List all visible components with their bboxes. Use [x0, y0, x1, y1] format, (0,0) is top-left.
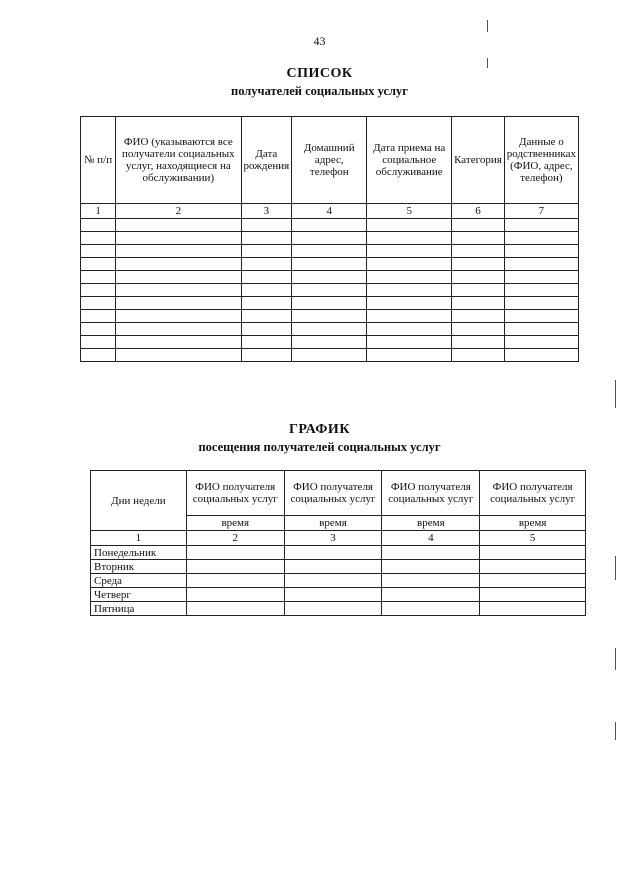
table-cell[interactable]: [241, 245, 292, 258]
column-header: Данные о родственниках (ФИО, адрес, телефон): [504, 117, 578, 204]
column-header: Дата приема на социальное обслуживание: [367, 117, 452, 204]
table-cell[interactable]: [452, 349, 505, 362]
recipient-header: ФИО получателя социальных услуг: [284, 471, 382, 516]
table-cell[interactable]: [292, 219, 367, 232]
table-cell[interactable]: [504, 219, 578, 232]
table-cell[interactable]: [504, 258, 578, 271]
table-cell[interactable]: [241, 323, 292, 336]
table-cell[interactable]: [241, 297, 292, 310]
recipients-list-table: [80, 116, 579, 362]
table-cell[interactable]: [452, 219, 505, 232]
table-row: [81, 232, 579, 245]
column-number: 5: [367, 204, 452, 219]
table-cell[interactable]: [116, 219, 241, 232]
column-number: 5: [480, 531, 586, 546]
table-cell[interactable]: [367, 297, 452, 310]
table-cell[interactable]: [186, 560, 284, 574]
table-cell[interactable]: [504, 271, 578, 284]
column-number: 4: [382, 531, 480, 546]
table-cell[interactable]: [452, 310, 505, 323]
list-subtitle: получателей социальных услуг: [231, 84, 408, 98]
table-cell[interactable]: [241, 258, 292, 271]
column-number: 6: [452, 204, 505, 219]
table-cell[interactable]: [382, 546, 480, 560]
table-cell[interactable]: [367, 258, 452, 271]
table-cell[interactable]: [284, 560, 382, 574]
column-header: Категория: [452, 117, 505, 204]
table-cell[interactable]: [81, 271, 116, 284]
table-cell[interactable]: [81, 323, 116, 336]
margin-mark: [615, 722, 616, 740]
table-row: [81, 284, 579, 297]
table-cell[interactable]: [116, 310, 241, 323]
table-cell[interactable]: [284, 546, 382, 560]
table-cell[interactable]: [382, 560, 480, 574]
table-cell[interactable]: [504, 245, 578, 258]
table-cell[interactable]: [116, 245, 241, 258]
column-number: 2: [116, 204, 241, 219]
table-cell[interactable]: [186, 574, 284, 588]
table-header-row: [91, 471, 586, 516]
schedule-subtitle: посещения получателей социальных услуг: [198, 440, 441, 454]
table-row: [81, 349, 579, 362]
empty-rows: [81, 219, 579, 362]
table-row: [81, 297, 579, 310]
table-row: [91, 546, 586, 560]
table-cell[interactable]: [186, 588, 284, 602]
table-cell[interactable]: [452, 232, 505, 245]
table-cell[interactable]: [81, 310, 116, 323]
column-number: 1: [81, 204, 116, 219]
column-header: ФИО (указываются все получатели социальных услуг, находящиеся на обслуживании): [116, 117, 241, 204]
margin-mark: [487, 58, 488, 68]
table-cell[interactable]: [292, 284, 367, 297]
column-header: Домашний адрес, телефон: [292, 117, 367, 204]
table-cell[interactable]: [186, 602, 284, 616]
table-cell[interactable]: [480, 546, 586, 560]
table-cell[interactable]: [241, 336, 292, 349]
table-cell[interactable]: [452, 258, 505, 271]
schedule-title: ГРАФИК: [289, 422, 350, 437]
table-cell[interactable]: [367, 349, 452, 362]
table-cell[interactable]: [292, 349, 367, 362]
day-label: Понедельник: [91, 546, 187, 560]
time-header: время: [480, 516, 586, 531]
table-cell[interactable]: [284, 574, 382, 588]
table-cell[interactable]: [452, 284, 505, 297]
table-cell[interactable]: [241, 349, 292, 362]
table-cell[interactable]: [382, 588, 480, 602]
margin-mark: [615, 380, 616, 408]
day-label: Среда: [91, 574, 187, 588]
time-header: время: [186, 516, 284, 531]
recipient-header: ФИО получателя социальных услуг: [186, 471, 284, 516]
table-header-row: [81, 117, 579, 204]
table-cell[interactable]: [241, 219, 292, 232]
table-cell[interactable]: [504, 323, 578, 336]
table-cell[interactable]: [382, 574, 480, 588]
table-cell[interactable]: [367, 336, 452, 349]
table-cell[interactable]: [504, 297, 578, 310]
table-cell[interactable]: [367, 323, 452, 336]
table-cell[interactable]: [292, 323, 367, 336]
table-cell[interactable]: [292, 245, 367, 258]
table-cell[interactable]: [241, 232, 292, 245]
column-number-row: [81, 204, 579, 219]
table-cell[interactable]: [504, 349, 578, 362]
column-number: 1: [91, 531, 187, 546]
column-number: 4: [292, 204, 367, 219]
table-row: [81, 245, 579, 258]
table-cell[interactable]: [292, 297, 367, 310]
table-cell[interactable]: [241, 284, 292, 297]
table-cell[interactable]: [81, 297, 116, 310]
day-label: Вторник: [91, 560, 187, 574]
table-row: [91, 602, 586, 616]
table-cell[interactable]: [292, 271, 367, 284]
table-cell[interactable]: [241, 310, 292, 323]
table-row: [91, 574, 586, 588]
table-cell[interactable]: [116, 297, 241, 310]
column-number: 2: [186, 531, 284, 546]
table-cell[interactable]: [367, 310, 452, 323]
table-cell[interactable]: [452, 323, 505, 336]
table-cell[interactable]: [452, 336, 505, 349]
margin-mark: [615, 556, 616, 580]
margin-mark: [615, 648, 616, 670]
table-cell[interactable]: [292, 258, 367, 271]
time-header: время: [284, 516, 382, 531]
table-cell[interactable]: [367, 232, 452, 245]
table-row: [81, 310, 579, 323]
recipient-header: ФИО получателя социальных услуг: [382, 471, 480, 516]
table-cell[interactable]: [81, 336, 116, 349]
table-cell[interactable]: [186, 546, 284, 560]
column-number: 7: [504, 204, 578, 219]
list-title: СПИСОК: [286, 66, 353, 81]
table-cell[interactable]: [116, 232, 241, 245]
table-cell[interactable]: [116, 349, 241, 362]
column-header: Дата рождения: [241, 117, 292, 204]
table-cell[interactable]: [116, 284, 241, 297]
table-cell[interactable]: [116, 271, 241, 284]
table-cell[interactable]: [81, 232, 116, 245]
table-cell[interactable]: [452, 271, 505, 284]
table-cell[interactable]: [81, 219, 116, 232]
day-label: Четверг: [91, 588, 187, 602]
margin-mark: [487, 20, 488, 32]
table-cell[interactable]: [81, 258, 116, 271]
recipient-header: ФИО получателя социальных услуг: [480, 471, 586, 516]
table-row: [81, 271, 579, 284]
table-cell[interactable]: [504, 336, 578, 349]
table-row: [91, 588, 586, 602]
column-number: 3: [241, 204, 292, 219]
table-cell[interactable]: [382, 602, 480, 616]
table-cell[interactable]: [367, 271, 452, 284]
days-header: Дни недели: [91, 471, 187, 531]
table-cell[interactable]: [292, 336, 367, 349]
column-header: № п/п: [81, 117, 116, 204]
time-header: время: [382, 516, 480, 531]
page-number: 43: [313, 34, 326, 48]
table-cell[interactable]: [504, 232, 578, 245]
day-label: Пятница: [91, 602, 187, 616]
table-cell[interactable]: [292, 232, 367, 245]
table-row: [91, 560, 586, 574]
table-cell[interactable]: [284, 602, 382, 616]
column-number-row: [91, 531, 586, 546]
table-cell[interactable]: [241, 271, 292, 284]
table-cell[interactable]: [367, 245, 452, 258]
table-cell[interactable]: [480, 602, 586, 616]
table-row: [81, 323, 579, 336]
table-cell[interactable]: [81, 245, 116, 258]
table-cell[interactable]: [452, 245, 505, 258]
table-cell[interactable]: [504, 310, 578, 323]
table-cell[interactable]: [367, 284, 452, 297]
visit-schedule-table: [90, 470, 586, 616]
table-cell[interactable]: [504, 284, 578, 297]
table-cell[interactable]: [116, 336, 241, 349]
table-cell[interactable]: [116, 323, 241, 336]
table-cell[interactable]: [480, 574, 586, 588]
table-row: [81, 258, 579, 271]
table-cell[interactable]: [452, 297, 505, 310]
table-cell[interactable]: [81, 284, 116, 297]
table-cell[interactable]: [116, 258, 241, 271]
table-cell[interactable]: [480, 560, 586, 574]
table-cell[interactable]: [480, 588, 586, 602]
table-cell[interactable]: [367, 219, 452, 232]
column-number: 3: [284, 531, 382, 546]
table-row: [81, 219, 579, 232]
table-cell[interactable]: [81, 349, 116, 362]
table-row: [81, 336, 579, 349]
table-cell[interactable]: [284, 588, 382, 602]
table-cell[interactable]: [292, 310, 367, 323]
